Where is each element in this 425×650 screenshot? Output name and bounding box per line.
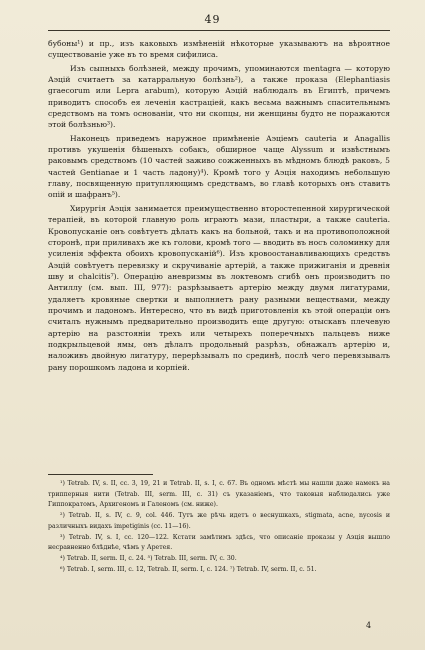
footnote-5: ⁶) Tetrab. I, serm. III, c. 12, Tetrab. II, serm. I, c. 124. ⁷) Tetrab. IV, serm. II, c. 51. [60, 565, 317, 573]
footnote-2: ²) Tetrab. II, s. IV, c. 9, col. 446. Тутъ же рѣчь идетъ о веснушкахъ, stigmata, acne, nycosis и различныхъ видахъ impetiginis (cc. 11—16). [48, 512, 390, 530]
page-number: 49 [204, 13, 221, 26]
paragraph-3: Наконецъ приведемъ наружное примѣненіе Аэціемъ cauteria и Anagallis противъ укушенія бѣшеныхъ собакъ, обширное чаще Alyssum и извѣстнымъ раковымъ средствомъ (10 частей заживо сожженныхъ въ мѣдномъ блюдѣ раковъ, 5 частей Gentianae и 1 часть ладону)⁴). Кромѣ того у Аэція находимъ небольшую главу, посвященную притупляющимъ средствамъ, во главѣ которыхъ онъ ставитъ опій и шафранъ⁵). [48, 133, 390, 200]
paragraph-1: бубоны¹) и пр., изъ каковыхъ измѣненій нѣкоторые указываютъ на вѣроятное существованіе уже въ то время сифилиса. [48, 39, 390, 60]
footnote-rule [48, 474, 153, 475]
footnote-4: ⁴) Tetrab. II, serm. II, c. 24. ⁵) Tetrab. III, serm. IV, c. 30. [60, 554, 237, 562]
paragraph-4: Хирургія Аэція занимается преимущественно второстепенной хирургической терапіей, въ которой главную роль играютъ мази, пластыри, а также cauteria. Кровопусканіе онъ совѣтуетъ дѣлать какъ на больной, такъ и на противоположной сторонѣ, при приливахъ же къ голови, кромѣ того — вводить въ носъ соломинку для усиленія эффекта обоихъ кровопусканій⁶). Изъ кровоостанавливающихъ средствъ Аэцій совѣтуетъ перевязку и скручиваніе артерій, а также прижиганія и древнія шву и chalcitis⁷). Операцію аневризмы въ локтевомъ сгибѣ онъ производитъ по Антиллу (см. вып. III, 977): разрѣзываетъ артерію между двумя лигатурами, удаляетъ кровяные свертки и выполняетъ рану разными веществами, между прочимъ и ладономъ. Интересно, что въ видѣ приготовленія къ этой операціи онъ считалъ нужнымъ предварительно производить еще другую: отыскавъ плечевую артерію на разстояніи трехъ или четырехъ поперечныхъ пальцевъ ниже подкрыльцевой ямы, онъ дѣлалъ продольный разрѣзъ, обнажалъ артерію и, наложивъ двойную лигатуру, перерѣзывалъ по срединѣ, послѣ чего перевязывалъ рану порошкомъ ладона и корпіей. [48, 203, 390, 372]
paragraph-2: Изъ сыпныхъ болѣзней, между прочимъ, упоминаются mentagra — которую Аэцій считаетъ за катарральную болѣзнь²), а также проказа (Elephantiasis graecorum или Lepra arabum), которую Аэцій наблюдалъ въ Египтѣ, причемъ приводитъ способъ ея леченія кастраціей, какъ весьма важнымъ спасительнымъ средствомъ на томъ основаніи, что ни скопцы, ни женщины будто не поражаются этой болѣзнью³). [48, 63, 390, 130]
footnote-1: ¹) Tetrab. IV, s. II, cc. 3, 19, 21 и Tetrab. II, s. I, c. 67. Въ одномъ мѣстѣ мы нашли даже намекъ на трипперныя нити (Tetrab. III, serm. III, c. 31) съ указаніемъ, что таковыя наблюдались уже Гиппократомъ, Архигеномъ и Галеномъ (см. ниже). [48, 480, 390, 509]
main-text [48, 38, 390, 373]
footnote-3: ³) Tetrab. IV, s. I, cc. 120—122. Кстати замѣтимъ здѣсь, что описаніе проказы у Аэція вышло несравненно блѣднѣе, чѣмъ у Аретея. [48, 533, 390, 552]
header-rule [48, 30, 390, 31]
signature-mark: 4 [366, 621, 372, 630]
footnotes [48, 479, 390, 575]
